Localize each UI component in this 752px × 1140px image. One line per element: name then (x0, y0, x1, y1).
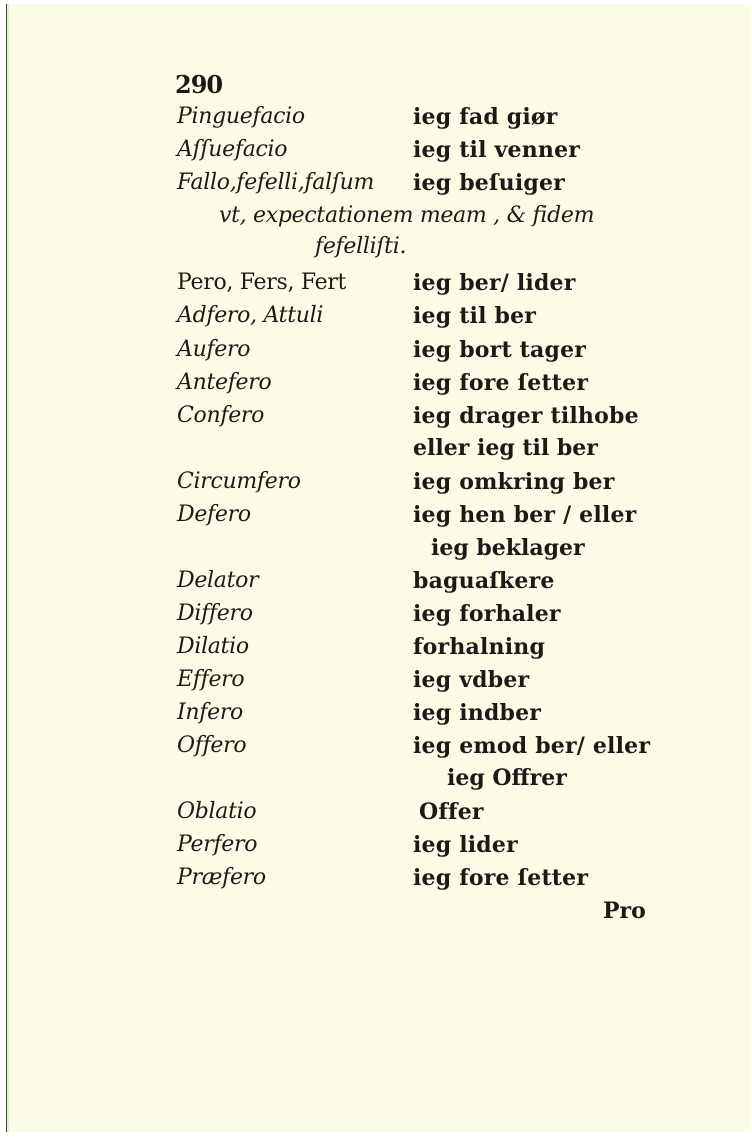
list-item (7, 832, 751, 865)
list-item (7, 104, 751, 137)
gloss-continuation: eller ieg til ber (413, 435, 598, 461)
list-item (7, 337, 751, 370)
latin-term: Præfero (177, 865, 266, 890)
danish-gloss: ieg fad giør (413, 104, 558, 130)
latin-term: Aufero (177, 337, 251, 362)
danish-gloss: ieg til venner (413, 137, 581, 163)
danish-gloss: baguaſkere (413, 568, 555, 594)
latin-term: Oblatio (177, 799, 257, 824)
danish-gloss: ieg bort tager (413, 337, 587, 363)
danish-gloss: ieg drager tilhobe (413, 403, 639, 429)
danish-gloss: ieg omkring ber (413, 469, 615, 495)
latin-term: Effero (177, 667, 245, 692)
list-item (7, 303, 751, 336)
danish-gloss: ieg fore ſetter (413, 865, 589, 891)
list-item (7, 700, 751, 733)
list-item (7, 403, 751, 436)
list-item (7, 137, 751, 170)
list-item (7, 601, 751, 634)
danish-gloss: ieg ber/ lider (413, 270, 576, 296)
latin-term: Defero (177, 502, 251, 527)
list-item (7, 170, 751, 203)
example-line: fefelliſti. (315, 234, 407, 259)
danish-gloss: Offer (419, 799, 484, 825)
list-item (7, 370, 751, 403)
danish-gloss: ieg vdber (413, 667, 530, 693)
latin-term: Perfero (177, 832, 258, 857)
latin-term: Confero (177, 403, 265, 428)
danish-gloss: ieg beſuiger (413, 170, 565, 196)
page-number: 290 (175, 70, 223, 99)
book-page (6, 4, 751, 1132)
danish-gloss: ieg til ber (413, 303, 537, 329)
list-item (7, 667, 751, 700)
latin-term: Pinguefacio (177, 104, 305, 129)
danish-gloss: ieg lider (413, 832, 518, 858)
danish-gloss: ieg emod ber/ eller (413, 733, 651, 759)
list-item (7, 270, 751, 303)
latin-term: Fallo,fefelli,falſum (177, 170, 375, 195)
danish-gloss: ieg hen ber / eller (413, 502, 637, 528)
danish-gloss: ieg indber (413, 700, 542, 726)
catchword: Pro (603, 898, 646, 924)
list-item (7, 733, 751, 766)
latin-term: Adfero, Attuli (177, 303, 324, 328)
latin-term: Pero, Fers, Fert (177, 270, 347, 295)
list-item (7, 634, 751, 667)
latin-term: Aſſuefacio (177, 137, 288, 162)
list-item (7, 865, 751, 898)
latin-term: Antefero (177, 370, 272, 395)
latin-term: Dilatio (177, 634, 249, 659)
latin-term: Offero (177, 733, 247, 758)
example-line: vt, expectationem meam , & fidem (219, 203, 595, 228)
latin-term: Delator (177, 568, 259, 593)
list-item (7, 502, 751, 535)
latin-term: Circumfero (177, 469, 301, 494)
latin-term: Differo (177, 601, 253, 626)
danish-gloss: ieg fore ſetter (413, 370, 589, 396)
danish-gloss: ieg forhaler (413, 601, 561, 627)
danish-gloss: forhalning (413, 634, 546, 660)
list-item (7, 469, 751, 502)
gloss-continuation: ieg Offrer (447, 765, 567, 791)
list-item (7, 568, 751, 601)
gloss-continuation: ieg beklager (431, 535, 585, 561)
latin-term: Infero (177, 700, 243, 725)
list-item (7, 799, 751, 832)
